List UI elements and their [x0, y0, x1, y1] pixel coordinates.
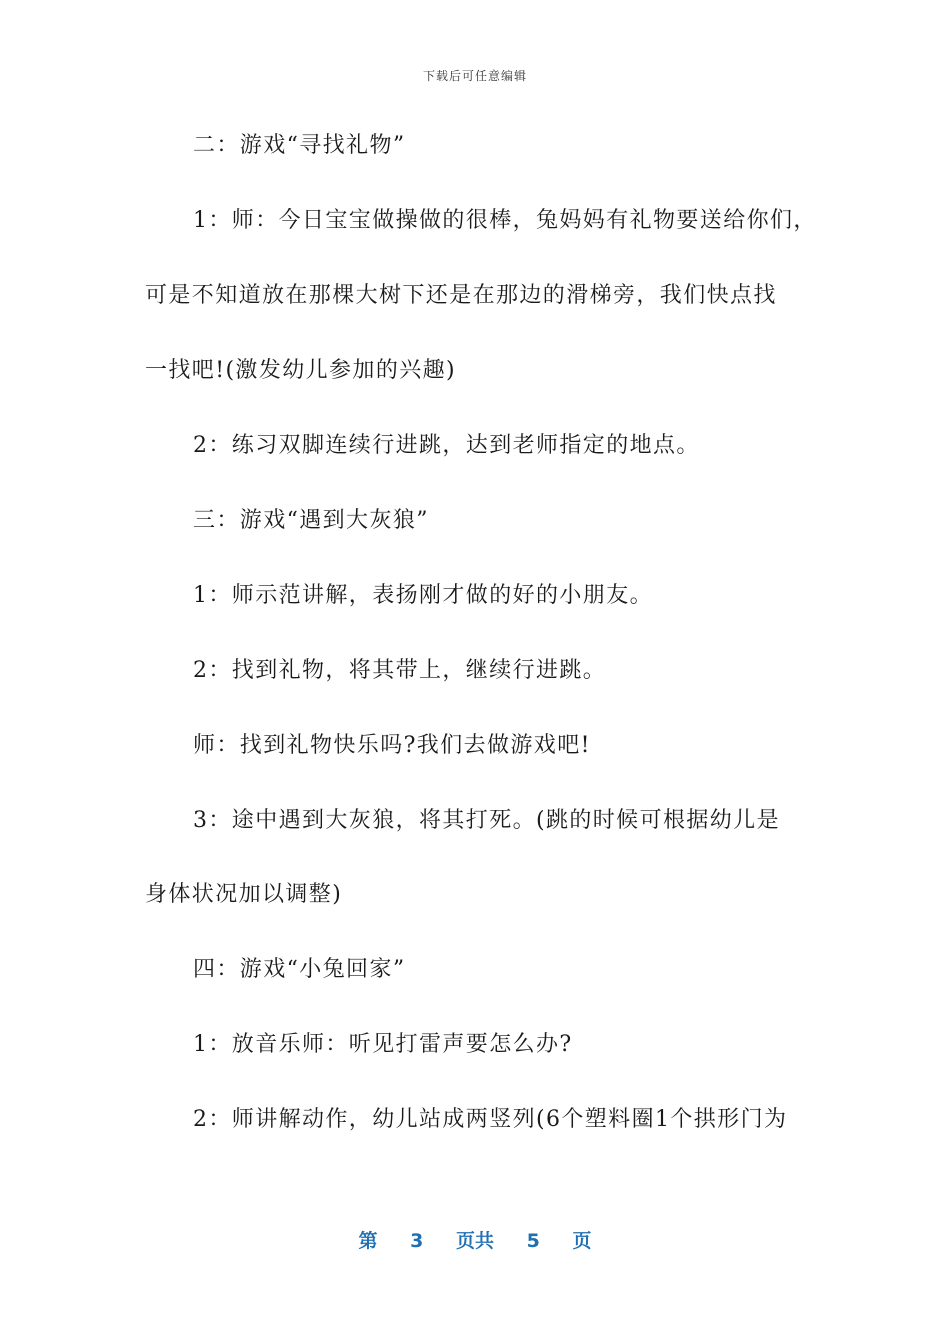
paragraph-line: 身体状况加以调整)	[145, 882, 343, 907]
section-heading-3: 三：游戏“遇到大灰狼”	[193, 508, 429, 533]
paragraph-line: 2：练习双脚连续行进跳，达到老师指定的地点。	[193, 433, 700, 458]
paragraph-line: 2：师讲解动作，幼儿站成两竖列(6个塑料圈1个拱形门为	[193, 1107, 788, 1132]
section-heading-2: 二：游戏“寻找礼物”	[193, 133, 406, 158]
footer-current-page: 3	[410, 1230, 424, 1252]
section-heading-4: 四：游戏“小兔回家”	[193, 957, 406, 982]
page-number-footer	[0, 1226, 950, 1253]
footer-total-pages: 5	[526, 1230, 540, 1252]
paragraph-line: 1：师：今日宝宝做操做的很棒，兔妈妈有礼物要送给你们，	[193, 208, 817, 233]
paragraph-line: 一找吧!(激发幼儿参加的兴趣)	[145, 358, 457, 383]
paragraph-line: 可是不知道放在那棵大树下还是在那边的滑梯旁，我们快点找	[145, 283, 777, 308]
paragraph-line: 1：师示范讲解，表扬刚才做的好的小朋友。	[193, 583, 653, 608]
footer-di: 第	[358, 1230, 378, 1252]
footer-ye: 页	[572, 1230, 592, 1252]
footer-ye-gong: 页共	[455, 1230, 494, 1252]
paragraph-line: 3：途中遇到大灰狼，将其打死。(跳的时候可根据幼儿是	[193, 808, 780, 833]
paragraph-line: 2：找到礼物，将其带上，继续行进跳。	[193, 658, 607, 683]
paragraph-line: 1：放音乐师：听见打雷声要怎么办?	[193, 1032, 573, 1057]
header-note: 下载后可任意编辑	[422, 69, 527, 83]
paragraph-line: 师：找到礼物快乐吗?我们去做游戏吧!	[193, 733, 591, 758]
